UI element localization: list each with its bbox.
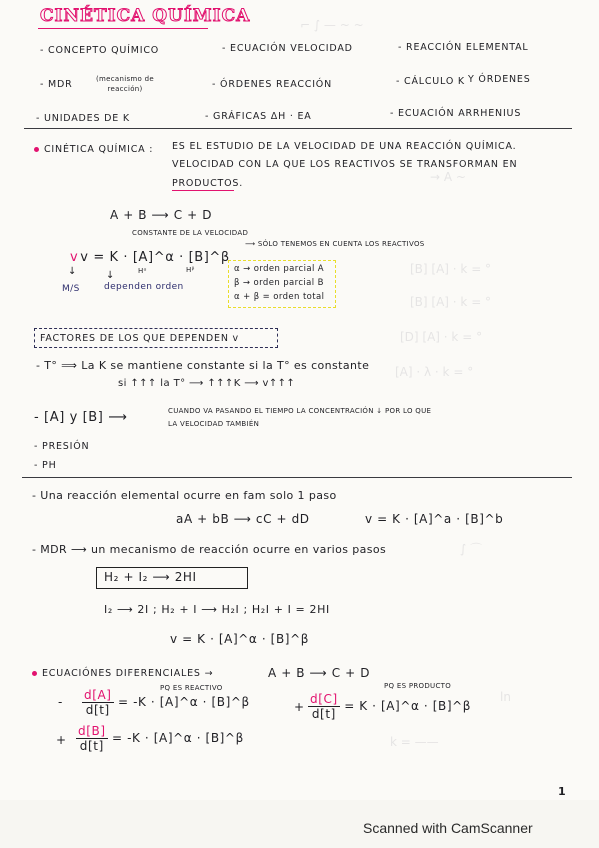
index-item-mdr-note: (mecanismo de reacción)	[96, 75, 154, 93]
reaction-equation: A + B ⟶ C + D	[110, 208, 213, 222]
eq1-derivative	[82, 688, 114, 717]
bleed-through: ∫ ⌒	[460, 542, 483, 556]
ph-factor: - PH	[34, 460, 57, 471]
eq3-sign: +	[294, 700, 305, 714]
mdr-global-equation: H₂ + I₂ ⟶ 2HI	[104, 570, 197, 584]
divider-line	[24, 128, 572, 129]
bleed-through: [B] [A] · k = °	[410, 295, 492, 309]
concept-line-2: VELOCIDAD CON LA QUE LOS REACTIVOS SE TRANSFORMAN EN	[172, 159, 518, 170]
concept-heading: CINÉTICA QUÍMICA :	[34, 144, 153, 155]
eq2-numerator: d[B]	[78, 724, 106, 738]
bullet-dot	[34, 147, 39, 152]
index-item-reaction-orders: - ÓRDENES REACCIÓN	[212, 79, 332, 90]
index-item-graphs: - GRÁFICAS ΔH · EA	[205, 111, 312, 122]
eq2-derivative	[76, 724, 108, 753]
constant-note: CONSTANTE DE LA VELOCIDAD	[132, 229, 249, 237]
eq2-rhs: = -K · [A]^α · [B]^β	[112, 731, 244, 745]
concentration-note-2: LA VELOCIDAD TAMBIÉN	[168, 420, 260, 428]
bleed-through: → A ~	[430, 170, 466, 184]
bleed-through: ln	[500, 690, 511, 704]
bleed-through: k = ——	[390, 735, 439, 749]
eq3-numerator: d[C]	[310, 692, 338, 706]
reactant-note: PQ ES REACTIVO	[160, 684, 223, 692]
mdr-steps: I₂ ⟶ 2I ; H₂ + I ⟶ H₂I ; H₂I + I = 2HI	[104, 603, 330, 616]
eq3-denominator: d[t]	[311, 707, 336, 721]
scanner-watermark: Scanned with CamScanner	[363, 820, 533, 836]
product-note: PQ ES PRODUCTO	[384, 682, 452, 690]
concentration-line: - [A] y [B] ⟶	[34, 410, 128, 425]
reactants-note: ⟶ SÓLO TENEMOS EN CUENTA LOS REACTIVOS	[245, 240, 425, 248]
index-item-k-orders: Y ÓRDENES	[468, 74, 531, 85]
divider-line	[22, 477, 572, 478]
eq2	[76, 724, 244, 753]
eq1-sign: -	[58, 695, 63, 709]
eq3-derivative	[308, 692, 340, 721]
eq2-denominator: d[t]	[79, 739, 104, 753]
order-note-line-1: α → orden parcial A	[234, 264, 325, 274]
exponent-beta-note: Hᵝ	[186, 266, 195, 274]
page-title: CINÉTICA QUÍMICA	[40, 6, 251, 26]
concept-line-3: PRODUCTOS.	[172, 178, 244, 189]
index-item-concept: - CONCEPTO QUÍMICO	[40, 45, 160, 56]
index-item-k-calculation: - CÁLCULO K	[396, 76, 465, 87]
velocity-symbol: v	[70, 250, 79, 265]
elemental-reaction-line: - Una reacción elemental ocurre en fam solo 1 paso	[32, 489, 337, 502]
bleed-through: [B] [A] · k = °	[410, 262, 492, 276]
exponent-alpha-note: Hᵅ	[138, 267, 147, 275]
bullet-dot	[32, 671, 37, 676]
eq2-sign: +	[56, 733, 67, 747]
differential-heading: ECUACIÓNES DIFERENCIALES →	[32, 668, 213, 679]
pressure-factor: - PRESIÓN	[34, 441, 90, 452]
elemental-equation: aA + bB ⟶ cC + dD	[176, 512, 310, 526]
mdr-rate-law: v = K · [A]^α · [B]^β	[170, 632, 309, 646]
bleed-through: [A] · λ · k = °	[395, 365, 474, 379]
depend-order-note: dependen orden	[104, 282, 184, 292]
eq1	[82, 688, 250, 717]
rate-law: v v = K · [A]^α · [B]^β	[70, 250, 230, 265]
page-number: 1	[558, 785, 567, 798]
title-underline	[38, 28, 208, 29]
bleed-through: [D] [A] · k = °	[400, 330, 483, 344]
eq3-rhs: = K · [A]^α · [B]^β	[344, 699, 472, 713]
temperature-sub-line: si ↑↑↑ la T° ⟶ ↑↑↑K ⟶ v↑↑↑	[118, 378, 296, 389]
index-item-elemental-reaction: - REACCIÓN ELEMENTAL	[398, 42, 529, 53]
bleed-through: ⌐ ∫ — ~ ~	[300, 18, 364, 32]
elemental-rate-law: v = K · [A]^a · [B]^b	[365, 512, 504, 526]
eq1-rhs: = -K · [A]^α · [B]^β	[118, 695, 250, 709]
order-note-line-2: β → orden parcial B	[234, 278, 324, 288]
index-item-mdr: - MDR	[40, 79, 73, 90]
eq3	[308, 692, 471, 721]
index-item-k-units: - UNIDADES DE K	[36, 113, 130, 124]
mdr-line: - MDR ⟶ un mecanismo de reacción ocurre en varios pasos	[32, 543, 387, 556]
eq1-denominator: d[t]	[85, 703, 110, 717]
order-note-line-3: α + β = orden total	[234, 292, 325, 302]
index-item-rate-equation: - ECUACIÓN VELOCIDAD	[222, 43, 353, 54]
eq1-numerator: d[A]	[84, 688, 112, 702]
factors-heading: FACTORES DE LOS QUE DEPENDEN v	[40, 333, 239, 344]
arrow-down-icon: ↓	[106, 270, 115, 281]
units-note: M/S	[62, 284, 80, 294]
temperature-line: - T° ⟹ La K se mantiene constante si la T° es constante	[36, 359, 370, 372]
concentration-note-1: CUANDO VA PASANDO EL TIEMPO LA CONCENTRACIÓN ↓ POR LO QUE	[168, 407, 432, 415]
products-underline	[172, 190, 234, 191]
concept-line-1: ES EL ESTUDIO DE LA VELOCIDAD DE UNA REACCIÓN QUÍMICA.	[172, 141, 517, 152]
arrow-down-icon: ↓	[68, 266, 77, 277]
differential-reaction: A + B ⟶ C + D	[268, 666, 371, 680]
index-item-arrhenius: - ECUACIÓN ARRHENIUS	[390, 108, 522, 119]
